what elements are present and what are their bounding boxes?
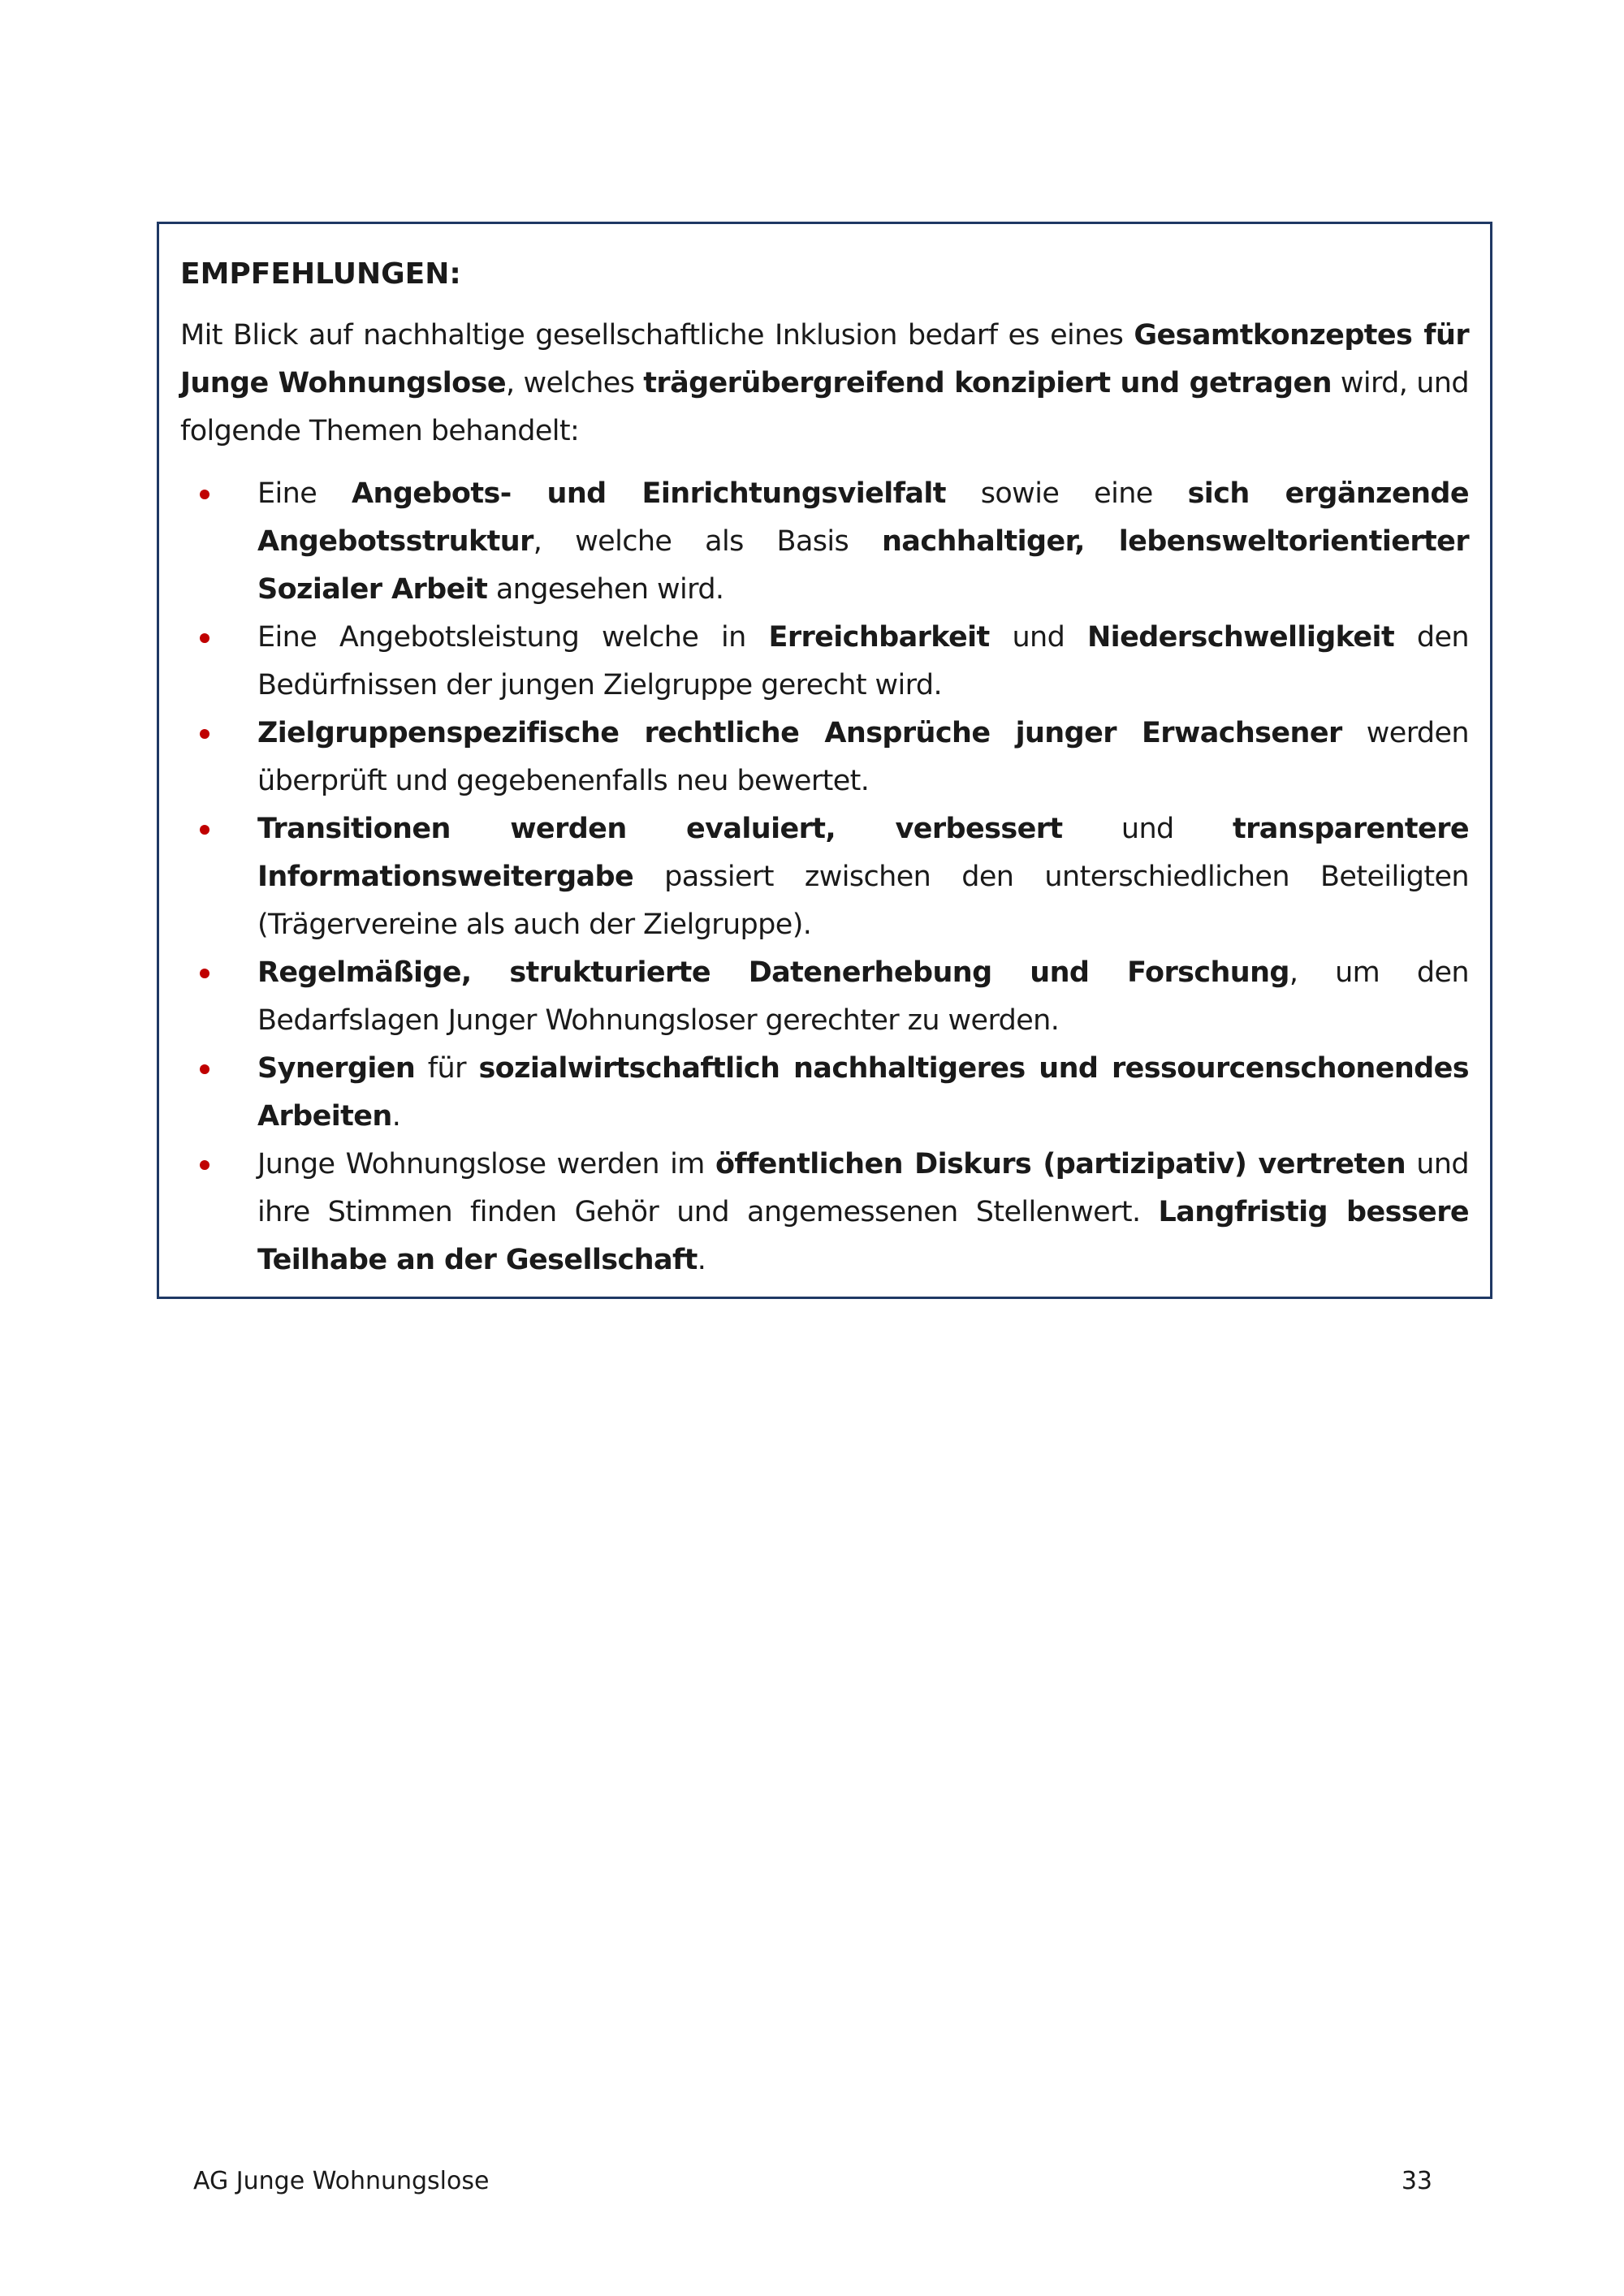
item-text: Junge Wohnungslose werden im (257, 1148, 715, 1180)
intro-text: , welches (506, 367, 644, 399)
item-bold: Synergien (257, 1052, 416, 1085)
bullet-icon (200, 1160, 209, 1170)
footer-title: AG Junge Wohnungslose (193, 2167, 490, 2195)
list-item (180, 614, 1469, 710)
item-text: , welche als Basis (533, 525, 882, 558)
intro-bold: Gesamtkonzeptes für Junge Wohnungslose (180, 319, 1469, 399)
item-bold: Regelmäßige, strukturierte Datenerhebung und Forschung (257, 956, 1289, 989)
recommendations-list (180, 470, 1469, 1284)
recommendations-heading: EMPFEHLUNGEN: (180, 257, 461, 291)
recommendations-box (157, 222, 1492, 1299)
item-text: angesehen wird. (487, 573, 724, 606)
item-text: und ihre Stimmen finden Gehör und angemessenen Stellenwert. (257, 1148, 1469, 1228)
intro-text: wird, und folgende Themen behandelt: (180, 367, 1470, 447)
bullet-icon (200, 633, 209, 643)
list-item (180, 805, 1469, 949)
item-bold: sich ergänzende Angebotsstruktur (257, 477, 1469, 558)
item-text: den Bedürfnissen der jungen Zielgruppe gerecht wird. (257, 621, 1469, 701)
item-text: , um den Bedarfslagen Junger Wohnungsloser gerechter zu werden. (257, 956, 1469, 1037)
item-text: . (697, 1244, 706, 1276)
item-text: und (1062, 813, 1233, 845)
item-bold: Langfristig bessere Teilhabe an der Gesellschaft (257, 1196, 1469, 1276)
item-text: passiert zwischen den unterschiedlichen Beteiligten (Trägervereine als auch der Zielgruppe). (257, 861, 1469, 941)
item-text: werden überprüft und gegebenenfalls neu bewertet. (257, 717, 1470, 797)
item-bold: Transitionen werden evaluiert, verbessert (257, 813, 1063, 845)
list-item (180, 949, 1469, 1045)
list-item (180, 710, 1469, 805)
item-bold: Zielgruppenspezifische rechtliche Ansprüche junger Erwachsener (257, 717, 1342, 749)
item-bold: transparentere Informationsweitergabe (257, 813, 1469, 893)
item-bold: Angebots- und Einrichtungsvielfalt (352, 477, 946, 510)
item-text: Eine Angebotsleistung welche in (257, 621, 769, 654)
bullet-icon (200, 490, 209, 499)
list-item (180, 1045, 1469, 1141)
item-bold: sozialwirtschaftlich nachhaltigeres und ressourcenschonendes Arbeiten (257, 1052, 1469, 1133)
bullet-icon (200, 729, 209, 739)
item-text: und (989, 621, 1087, 654)
list-item (180, 470, 1469, 614)
item-text: für (415, 1052, 479, 1085)
item-text: sowie eine (945, 477, 1188, 510)
list-item (180, 1141, 1469, 1284)
intro-paragraph (180, 312, 1469, 455)
item-text: . (391, 1100, 401, 1133)
bullet-icon (200, 969, 209, 978)
item-bold: Niederschwelligkeit (1086, 621, 1395, 654)
item-bold: Erreichbarkeit (768, 621, 990, 654)
intro-text: Mit Blick auf nachhaltige gesellschaftliche Inklusion bedarf es eines (180, 319, 1134, 352)
item-bold: öffentlichen Diskurs (partizipativ) vertreten (715, 1148, 1406, 1180)
page-number: 33 (1401, 2167, 1432, 2195)
intro-bold: trägerübergreifend konzipiert und getragen (643, 367, 1332, 399)
bullet-icon (200, 825, 209, 835)
item-bold: nachhaltiger, lebensweltorientierter Sozialer Arbeit (257, 525, 1469, 606)
item-text: Eine (257, 477, 352, 510)
bullet-icon (200, 1064, 209, 1074)
